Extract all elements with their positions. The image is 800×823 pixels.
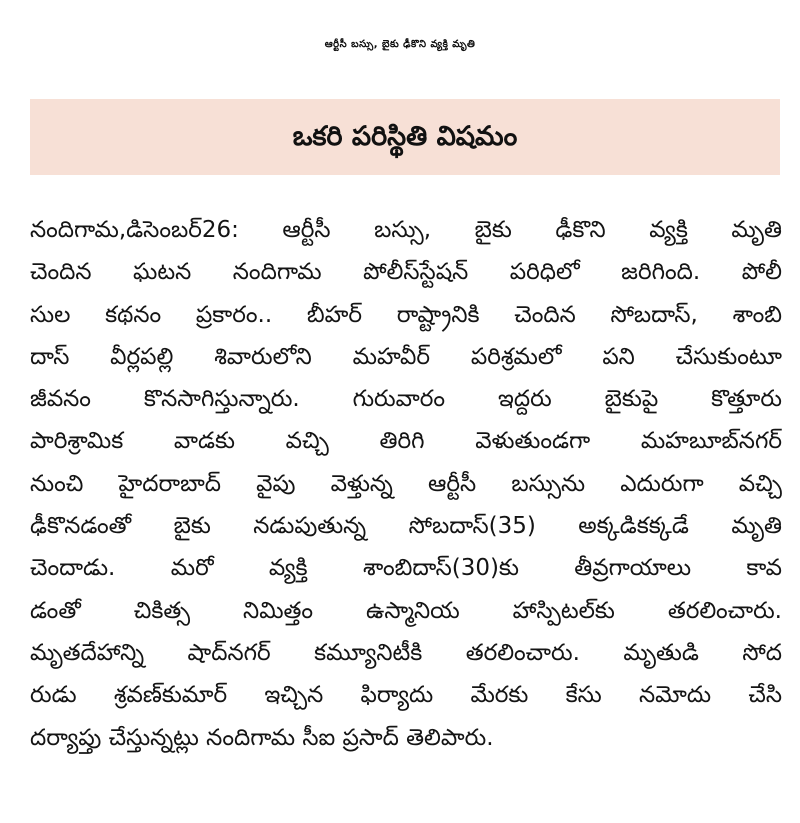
article-subheadline: ఒకరి పరిస్థితి విషమం	[292, 121, 518, 152]
article-line: జీవనం కొనసాగిస్తున్నారు. గురువారం ఇద్దరు బైకుపై కొత్తూరు	[30, 386, 782, 413]
article-headline: ఆర్టీసీ బస్సు, బైకు ఢీకొని వ్యక్తి మృతి	[324, 39, 476, 50]
article-line: చెందిన ఘటన నందిగామ పోలీస్‌స్టేషన్ పరిధిలో జరిగింది. పోలీ	[30, 259, 782, 286]
article-line: డంతో చికిత్స నిమిత్తం ఉస్మానియ హాస్పిటల్‌కు తరలించారు.	[30, 597, 782, 624]
article-line: దర్యాప్తు చేస్తున్నట్లు నందిగామ సీఐ ప్రసాద్ తెలిపారు.	[30, 724, 494, 751]
article-line: మృతదేహాన్ని షాద్‌నగర్ కమ్యూనిటీకి తరలించారు. మృతుడి సోద	[30, 639, 782, 666]
article-line: ఢీకొనడంతో బైకు నడుపుతున్న సోబదాస్(35) అక్కడికక్కడే మృతి	[30, 513, 782, 540]
article-line: నుంచి హైదరాబాద్ వైపు వెళ్తున్న ఆర్టీసీ బస్సును ఎదురుగా వచ్చి	[30, 470, 782, 497]
subheadline-band	[30, 99, 780, 175]
article-line: సుల కథనం ప్రకారం.. బీహర్ రాష్ట్రానికి చెందిన సోబదాస్, శాంబి	[30, 301, 782, 328]
article-line: చెందాడు. మరో వ్యక్తి శాంబిదాస్(30)కు తీవ్రగాయాలు కావ	[30, 555, 782, 582]
article-line: రుడు శ్రవణ్‌కుమార్ ఇచ్చిన ఫిర్యాదు మేరకు కేసు నమోదు చేసి	[30, 682, 782, 709]
article-line: దాస్ వీర్లపల్లి శివారులోని మహవీర్ పరిశ్రమలో పని చేసుకుంటూ	[30, 343, 782, 370]
article-line: పారిశ్రామిక వాడకు వచ్చి తిరిగి వెళుతుండగా మహబూబ్‌నగర్	[30, 428, 782, 455]
article-line: నందిగామ,డిసెంబర్26: ఆర్టీసీ బస్సు, బైకు ఢీకొని వ్యక్తి మృతి	[30, 217, 782, 243]
article-body	[30, 209, 782, 759]
